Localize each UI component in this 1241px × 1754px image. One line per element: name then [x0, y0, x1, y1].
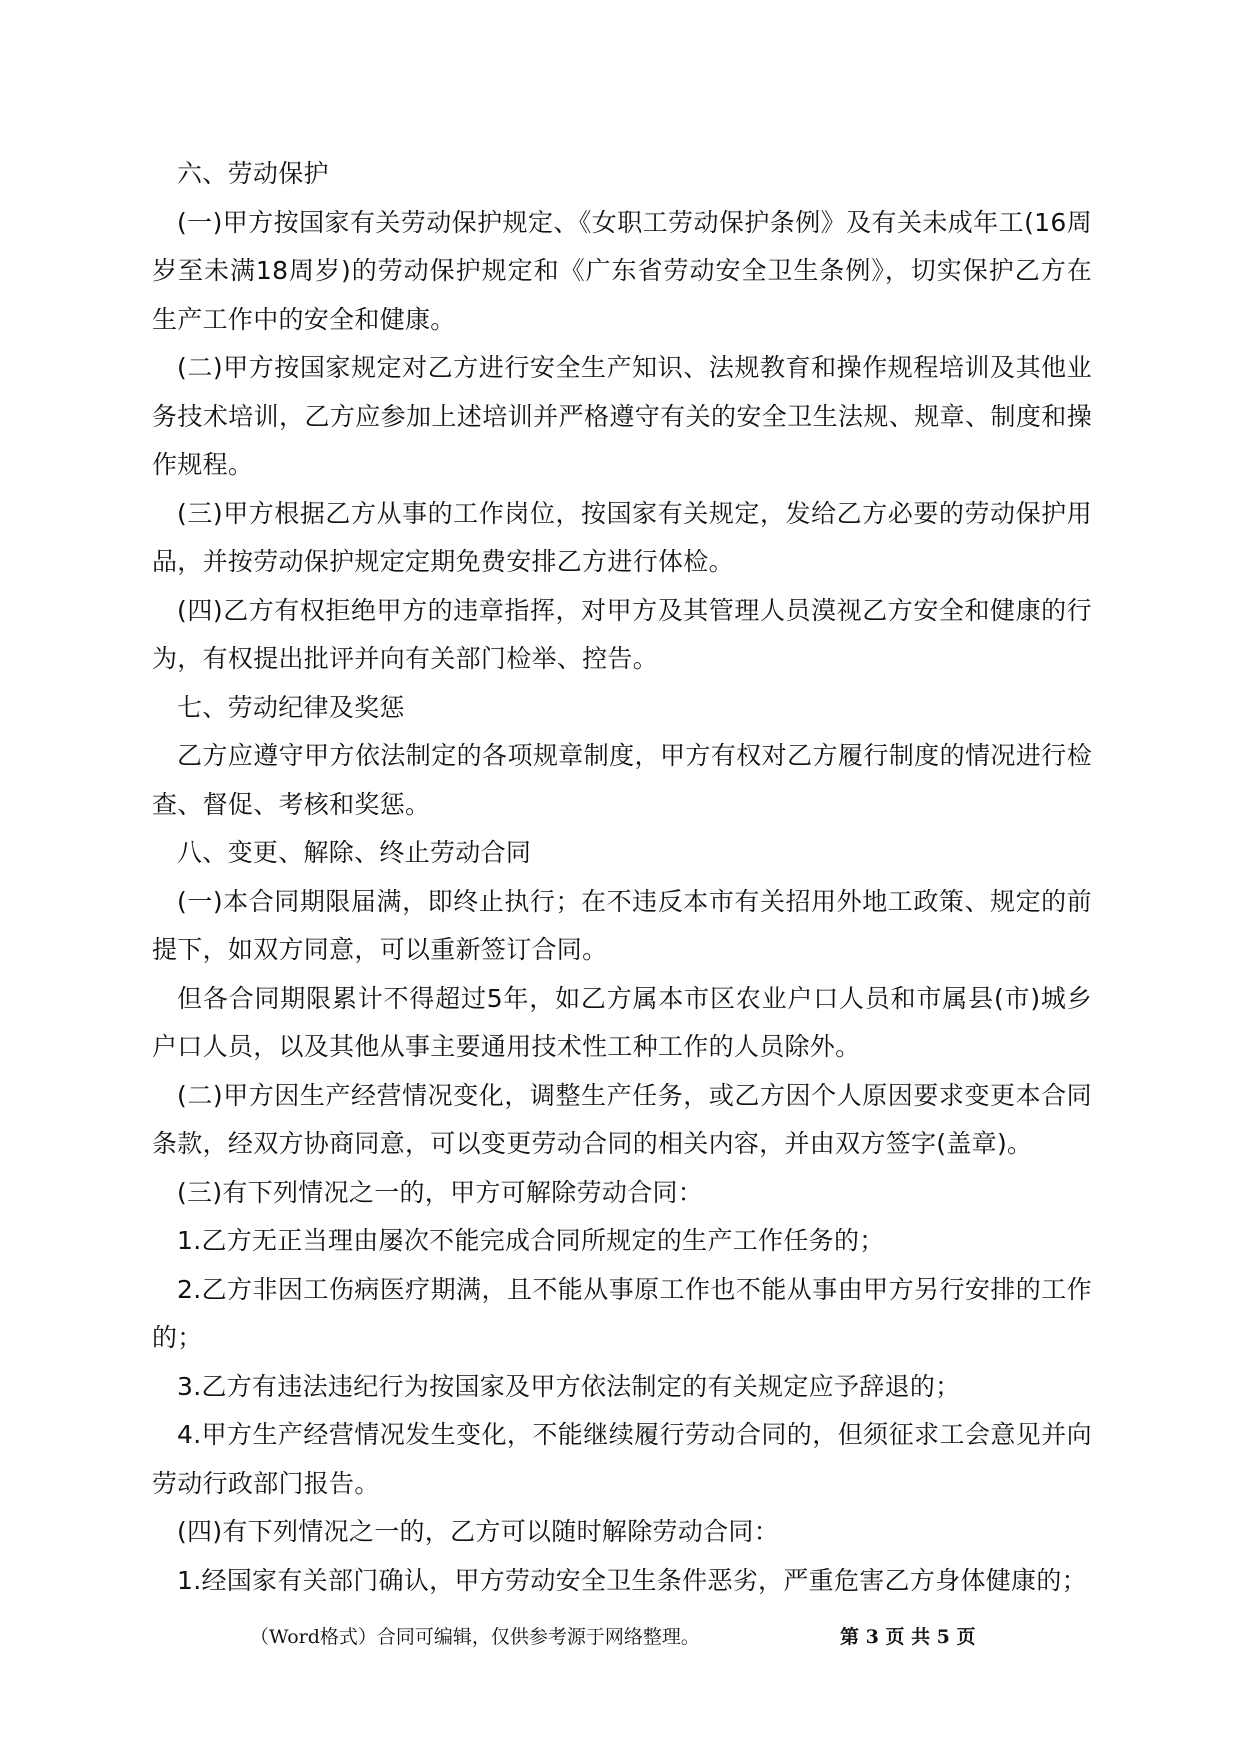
list-item: 2.乙方非因工伤病医疗期满，且不能从事原工作也不能从事由甲方另行安排的工作的； [152, 1274, 1092, 1352]
paragraph: (三)甲方根据乙方从事的工作岗位，按国家有关规定，发给乙方必要的劳动保护用品，并按劳动保护规定定期免费安排乙方进行体检。 [152, 498, 1092, 576]
footer-note: （Word格式）合同可编辑，仅供参考源于网络整理。 [250, 1626, 700, 1648]
page-number: 第 3 页 共 5 页 [840, 1626, 976, 1648]
paragraph: (一)甲方按国家有关劳动保护规定、《女职工劳动保护条例》及有关未成年工(16周岁至未满18周岁)的劳动保护规定和《广东省劳动安全卫生条例》，切实保护乙方在生产工作中的安全和健康。 [152, 207, 1092, 334]
list-item: 1.乙方无正当理由屡次不能完成合同所规定的生产工作任务的； [177, 1226, 885, 1255]
section-heading-contract-changes: 八、变更、解除、终止劳动合同 [177, 838, 532, 867]
page-footer [0, 1622, 1241, 1652]
paragraph: 但各合同期限累计不得超过5年，如乙方属本市区农业户口人员和市属县(市)城乡户口人员，以及其他从事主要通用技术性工种工作的人员除外。 [152, 983, 1092, 1061]
paragraph: (四)有下列情况之一的，乙方可以随时解除劳动合同： [177, 1517, 780, 1546]
paragraph: (二)甲方按国家规定对乙方进行安全生产知识、法规教育和操作规程培训及其他业务技术培训，乙方应参加上述培训并严格遵守有关的安全卫生法规、规章、制度和操作规程。 [152, 353, 1092, 479]
paragraph: (四)乙方有权拒绝甲方的违章指挥，对甲方及其管理人员漠视乙方安全和健康的行为，有权提出批评并向有关部门检举、控告。 [152, 595, 1092, 673]
section-heading-labor-protection: 六、劳动保护 [177, 159, 329, 188]
paragraph: 乙方应遵守甲方依法制定的各项规章制度，甲方有权对乙方履行制度的情况进行检查、督促、考核和奖惩。 [152, 741, 1092, 819]
paragraph: (三)有下列情况之一的，甲方可解除劳动合同： [177, 1177, 704, 1207]
paragraph: (一)本合同期限届满，即终止执行；在不违反本市有关招用外地工政策、规定的前提下，如双方同意，可以重新签订合同。 [152, 886, 1092, 964]
list-item: 4.甲方生产经营情况发生变化，不能继续履行劳动合同的，但须征求工会意见并向劳动行政部门报告。 [152, 1420, 1092, 1498]
document-body [152, 150, 1092, 1605]
list-item: 1.经国家有关部门确认，甲方劳动安全卫生条件恶劣，严重危害乙方身体健康的； [177, 1565, 1087, 1595]
paragraph: (二)甲方因生产经营情况变化，调整生产任务，或乙方因个人原因要求变更本合同条款，经双方协商同意，可以变更劳动合同的相关内容，并由双方签字(盖章)。 [152, 1080, 1092, 1158]
section-heading-labor-discipline: 七、劳动纪律及奖惩 [177, 692, 405, 722]
list-item: 3.乙方有违法违纪行为按国家及甲方依法制定的有关规定应予辞退的； [177, 1371, 961, 1401]
